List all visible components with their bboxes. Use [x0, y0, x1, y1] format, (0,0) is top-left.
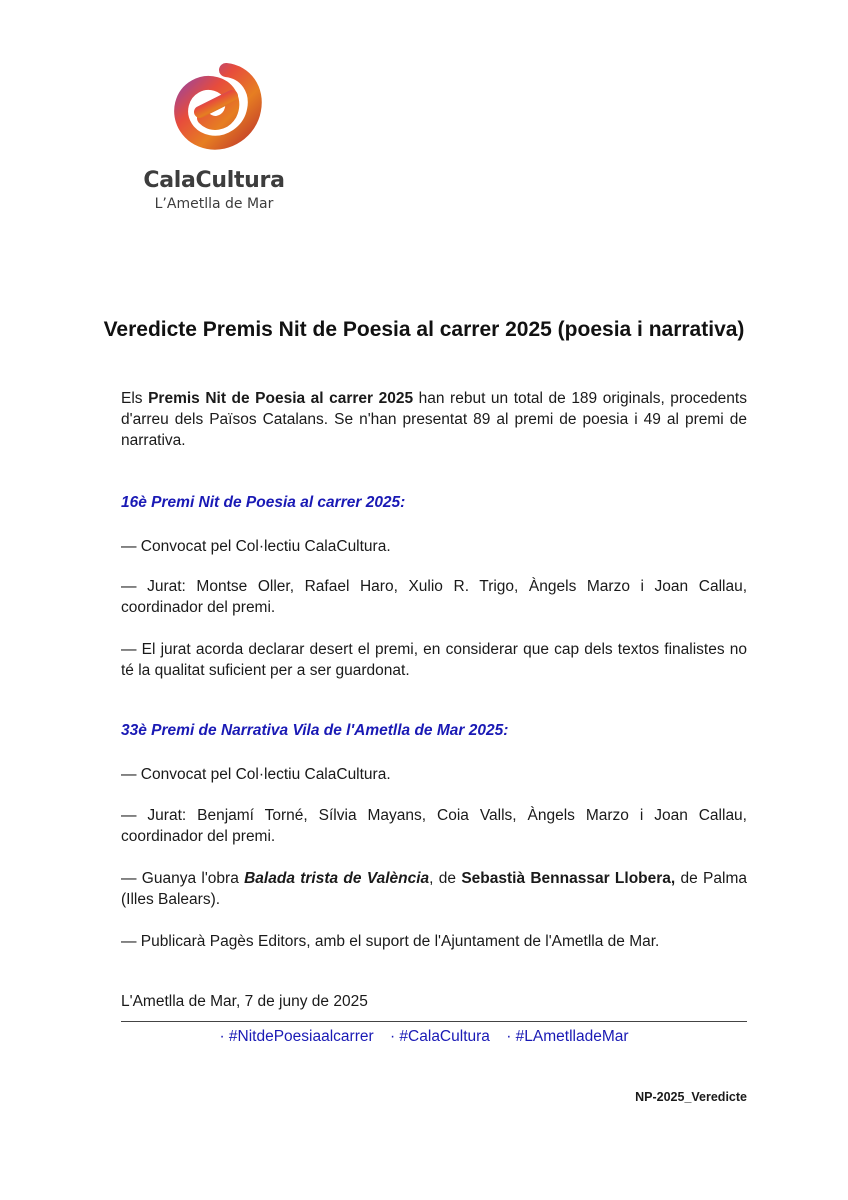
logo-subtitle: L’Ametlla de Mar: [154, 196, 274, 212]
logo: [140, 62, 290, 222]
hashtag-link[interactable]: · #LAmetlladeMar: [506, 1028, 629, 1045]
hashtag-link[interactable]: · #CalaCultura: [389, 1028, 490, 1045]
narrative-winner: — Guanya l'obra Balada trista de València, de Sebastià Bennassar Llobera, de Palma (Illes Balears).: [121, 870, 747, 908]
date-line: L'Ametlla de Mar, 7 de juny de 2025: [121, 993, 368, 1010]
narrative-publisher: — Publicarà Pagès Editors, amb el suport de l'Ajuntament de l'Ametlla de Mar.: [121, 933, 660, 950]
hashtags: [0, 1028, 848, 1046]
document-reference: NP-2025_Veredicte: [635, 1090, 747, 1104]
logo-name: CalaCultura: [143, 168, 285, 193]
page-title: Veredicte Premis Nit de Poesia al carrer 2025 (poesia i narrativa): [103, 318, 745, 341]
hashtag-link[interactable]: · #NitdePoesiaalcarrer: [219, 1028, 374, 1045]
logo-spiral-icon: [164, 62, 264, 162]
narrative-heading: 33è Premi de Narrativa Vila de l'Ametlla de Mar 2025:: [121, 722, 509, 739]
narrative-item: — Jurat: Benjamí Torné, Sílvia Mayans, Coia Valls, Àngels Marzo i Joan Callau, coordinador del premi.: [121, 807, 747, 845]
narrative-item: — Convocat pel Col·lectiu CalaCultura.: [121, 766, 391, 783]
poetry-heading: 16è Premi Nit de Poesia al carrer 2025:: [121, 494, 406, 511]
poetry-item: — Convocat pel Col·lectiu CalaCultura.: [121, 538, 391, 555]
intro-paragraph: Els Premis Nit de Poesia al carrer 2025 han rebut un total de 189 originals, procedents d'arreu dels Països Catalans. Se n'han presentat 89 al premi de poesia i 49 al premi de narrativa.: [121, 390, 747, 449]
divider: [121, 1021, 747, 1022]
poetry-item: — Jurat: Montse Oller, Rafael Haro, Xulio R. Trigo, Àngels Marzo i Joan Callau, coordinador del premi.: [121, 578, 747, 616]
poetry-item: — El jurat acorda declarar desert el premi, en considerar que cap dels textos finalistes no té la qualitat suficient per a ser guardonat.: [121, 641, 747, 679]
